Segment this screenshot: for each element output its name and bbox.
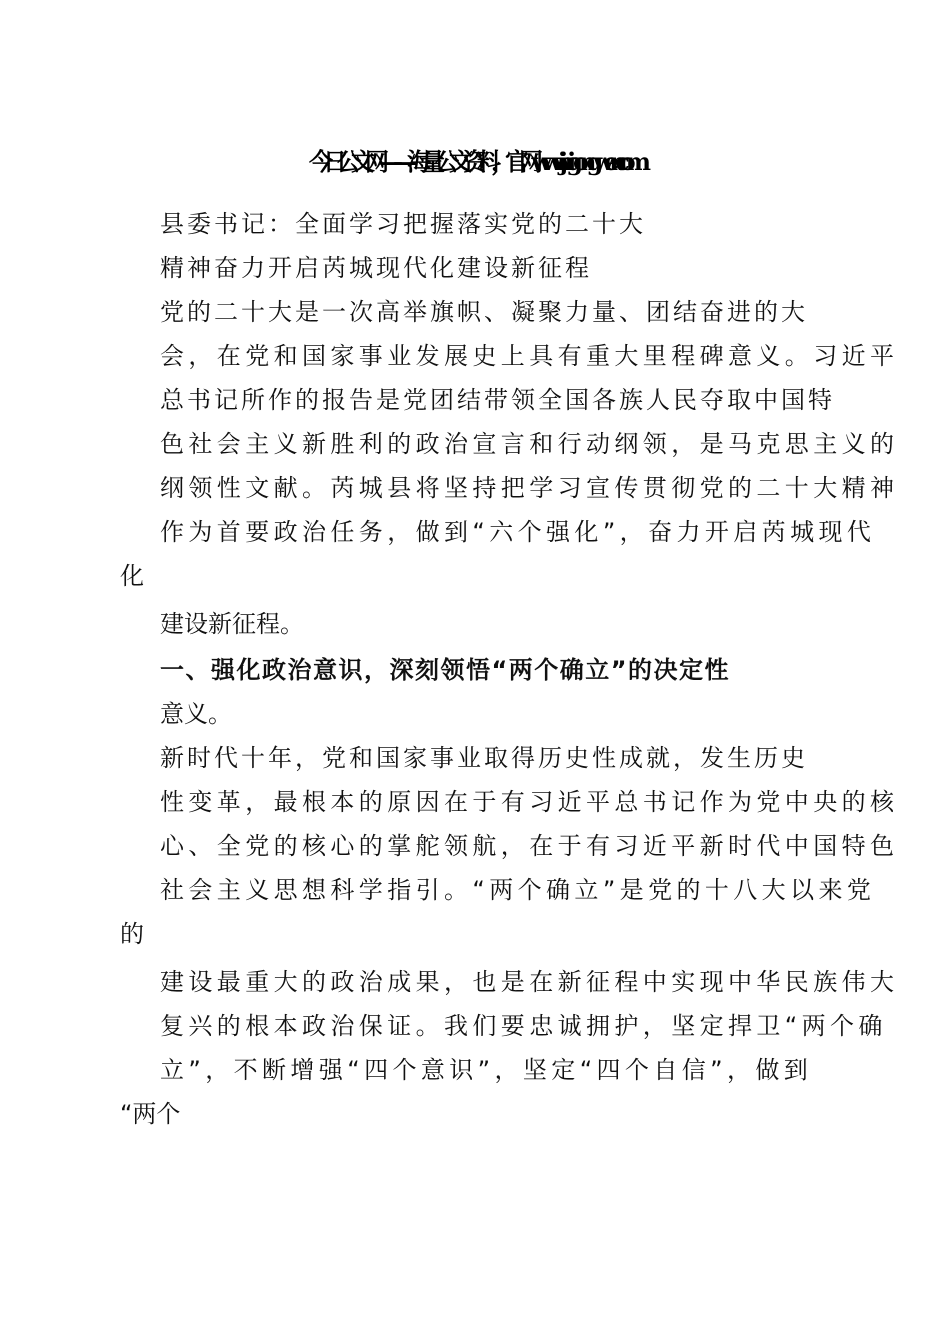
intro-line-5: 纲领性文献。芮城县将坚持把学习宣传贯彻党的二十大精神 [160, 474, 899, 502]
section-1-line-1: 新时代十年，党和国家事业取得历史性成就，发生历史 [160, 744, 808, 772]
intro-line-6: 作为首要政治任务，做到“六个强化”，奋力开启芮城现代 [160, 518, 876, 546]
site-header: 今日公文网——海量公文资料，官网 www.jinrigongwen.com [308, 147, 642, 176]
section-1-line-9: “两个 [120, 1100, 181, 1128]
intro-line-2: 会，在党和国家事业发展史上具有重大里程碑意义。习近平 [160, 342, 899, 370]
title-line-2: 精神奋力开启芮城现代化建设新征程 [160, 254, 592, 282]
intro-line-8: 建设新征程。 [160, 610, 304, 638]
section-1-heading: 一、强化政治意识，深刻领悟“两个确立”的决定性 [160, 656, 731, 684]
section-1-line-8: 立”，不断增强“四个意识”，坚定“四个自信”，做到 [160, 1056, 813, 1084]
section-1-line-7: 复兴的根本政治保证。我们要忠诚拥护，坚定捍卫“两个确 [160, 1012, 887, 1040]
section-1-heading-cont: 意义。 [160, 700, 232, 728]
intro-line-3: 总书记所作的报告是党团结带领全国各族人民夺取中国特 [160, 386, 835, 414]
intro-line-7: 化 [120, 562, 144, 590]
title-line-1: 县委书记：全面学习把握落实党的二十大 [160, 210, 646, 238]
intro-line-1: 党的二十大是一次高举旗帜、凝聚力量、团结奋进的大 [160, 298, 808, 326]
section-1-line-5: 的 [120, 920, 144, 948]
section-1-line-2: 性变革，最根本的原因在于有习近平总书记作为党中央的核 [160, 788, 899, 816]
section-1-line-6: 建设最重大的政治成果，也是在新征程中实现中华民族伟大 [160, 968, 899, 996]
section-1-line-3: 心、全党的核心的掌舵领航，在于有习近平新时代中国特色 [160, 832, 899, 860]
section-1-line-4: 社会主义思想科学指引。“两个确立”是党的十八大以来党 [160, 876, 876, 904]
intro-line-4: 色社会主义新胜利的政治宣言和行动纲领，是马克思主义的 [160, 430, 899, 458]
